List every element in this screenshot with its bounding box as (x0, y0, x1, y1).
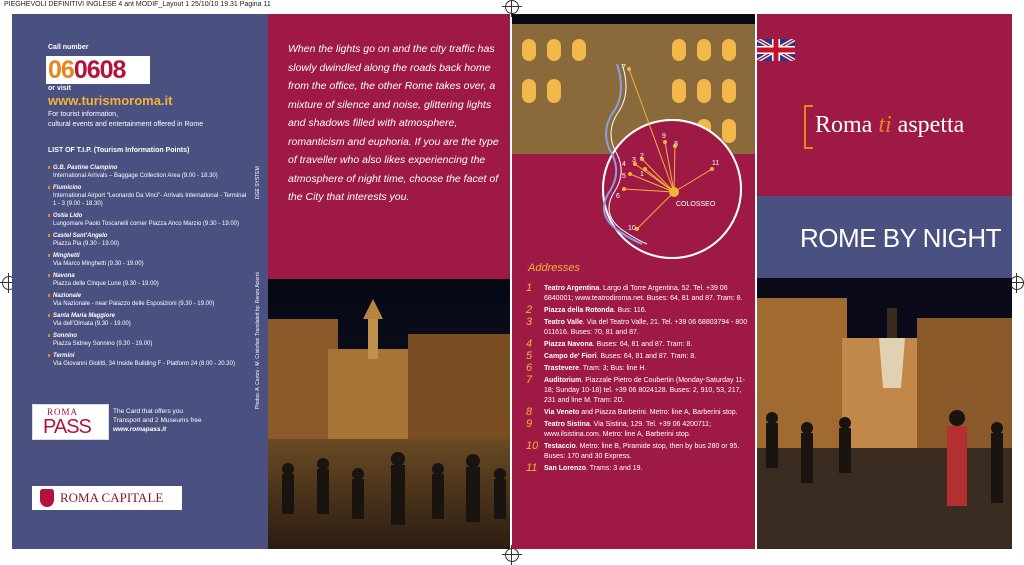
orange-bracket (804, 105, 813, 149)
map-label-colosseo: COLOSSEO (676, 201, 716, 208)
address-number: 1 (526, 282, 533, 294)
address-text: . Piazzale Pietro de Coubertin (Monday-Saturday 11-18; Sunday 10-18) tel. +39 06 8024128. Buses: 2, 910, 53, 217, 231 and line M. Tram: 2D. (544, 377, 746, 404)
intro-text: When the lights go on and the city traffic has slowly dwindled along the roads back home from the office, the other Rome takes over, a mixture of silence and noise, glittering lights and shadows filled with atmosphere, romanticism and euphoria. If you are the type of traveller who also likes experiencing the atmosphere of night time, choose the facet of the City that interests you. (288, 43, 499, 203)
address-item (526, 420, 748, 440)
tip-item-detail: Piazza delle Cinque Lune (9.30 - 19.00) (53, 281, 159, 287)
address-item (526, 318, 748, 338)
address-item (526, 284, 748, 304)
roma-pass-logo: ROMA PASS (32, 404, 109, 440)
credit-photos: Photos: A. Caroni - M. Cristofani (255, 337, 261, 409)
piazza-navona-night-photo (268, 279, 510, 549)
roma-pass-text: The Card that offers you Transport and 2 Museums free www.romapass.it (113, 407, 243, 434)
address-name: Via Veneto (544, 409, 580, 416)
tip-item (48, 252, 248, 268)
address-number: 9 (526, 418, 533, 430)
tip-item-detail: Piazza Pia (9.30 - 19.00) (53, 241, 120, 247)
rome-map (512, 14, 755, 264)
address-text: . Buses: 64, 81 and 87. Tram: 8. (592, 341, 693, 348)
tip-item (48, 184, 248, 208)
map-label-2: 2 (640, 153, 644, 160)
map-label-3: 3 (632, 157, 636, 164)
address-name: Trastevere (544, 365, 580, 372)
tip-item (48, 212, 248, 228)
or-visit-label: or visit (48, 85, 71, 92)
address-name: Teatro Argentina (544, 285, 600, 292)
tip-item (48, 292, 248, 308)
address-item (526, 376, 748, 406)
tip-item-name: Fiumicino (53, 185, 82, 191)
map-label-8: 8 (674, 141, 678, 148)
address-number: 2 (526, 304, 533, 316)
tip-item-name: Sonnino (53, 333, 77, 339)
registration-mark-bottom (505, 548, 519, 562)
info-text: For tourist information, cultural events and entertainment offered in Rome (48, 111, 204, 128)
map-label-1: 1 (640, 171, 644, 178)
address-number: 11 (526, 462, 538, 474)
address-text: . Largo di Torre Argentina, 52. Tel. +39 06 6840001; www.teatrodiroma.net. Buses: 64, 81 and 87. Tram: 8. (544, 285, 743, 302)
tip-item (48, 232, 248, 248)
tip-item-detail: International Arrivals – Baggage Collection Area (9.00 - 18.30) (53, 173, 218, 179)
address-name: San Lorenzo (544, 465, 587, 472)
map-label-7: 7 (622, 64, 626, 71)
cover-title-band (757, 196, 1012, 278)
tip-item-name: Termini (53, 353, 75, 359)
address-name: Auditorium (544, 377, 582, 384)
map-label-9: 9 (662, 133, 666, 140)
tip-item-name: G.B. Pastine Ciampino (53, 165, 118, 171)
tip-item (48, 272, 248, 288)
cover-top (757, 14, 1012, 196)
tip-item-detail: Lungomare Paolo Toscanelli corner Piazza Anco Marzio (9.30 - 19.00) (53, 221, 239, 227)
tip-item-name: Nazionale (53, 293, 82, 299)
address-name: Piazza Navona (544, 341, 593, 348)
tip-item-detail: Via Nazionale - near Palazzo delle Esposizioni (9.30 - 19.00) (53, 301, 215, 307)
address-item (526, 306, 748, 316)
tip-list (48, 164, 248, 372)
roma-ti-aspetta: Roma ti aspetta (815, 112, 965, 138)
address-text: . Via Sistina, 129. Tel. +39 06 4200711; www.ilsistina.com. Metro: line A, Barberini stop. (544, 421, 712, 438)
address-name: Teatro Valle (544, 319, 583, 326)
tip-item-name: Ostia Lido (53, 213, 83, 219)
tip-list-heading: LIST OF T.I.P. (Tourism Information Points) (48, 147, 190, 154)
address-name: Testaccio (544, 443, 576, 450)
info-panel (12, 14, 268, 549)
address-number: 7 (526, 374, 533, 386)
map-label-11: 11 (712, 160, 720, 167)
uk-flag-icon (757, 39, 795, 61)
credit-design: DGE SYSTEM (255, 166, 261, 199)
tip-item-name: Minghetti (53, 253, 80, 259)
tip-item-detail: Via Giovanni Giolitti, 34 Inside Building F - Platform 24 (8.00 - 20.30) (53, 361, 235, 367)
roma-capitale-logo: ROMA CAPITALE (32, 486, 182, 510)
tip-item (48, 332, 248, 348)
addresses-list (526, 284, 748, 476)
tip-item (48, 164, 248, 180)
map-label-6: 6 (616, 193, 620, 200)
address-item (526, 442, 748, 462)
roma-shield-icon (40, 489, 54, 507)
address-text: . Trams: 3 and 19. (586, 465, 643, 472)
address-number: 10 (526, 440, 539, 452)
address-number: 4 (526, 338, 533, 350)
address-item (526, 408, 748, 418)
tip-item-detail: Piazza Sidney Sonnino (9.30 - 19.00) (53, 341, 153, 347)
addresses-heading: Addresses (528, 262, 580, 274)
address-text: and Piazza Barberini. Metro: line A, Barberini stop. (579, 409, 738, 416)
call-number-label: Call number (48, 44, 89, 51)
address-item (526, 364, 748, 374)
address-name: Piazza della Rotonda (544, 307, 614, 314)
credit-translation: Translated by: Renzo Acierni (255, 272, 261, 336)
address-text: . Via del Teatro Valle, 21. Tel. +39 06 68803794 - 800 011616. Buses: 70, 81 and 87. (544, 319, 748, 336)
map-label-4: 4 (622, 161, 626, 168)
website-link[interactable]: www.turismoroma.it (48, 93, 173, 108)
campo-de-fiori-night-photo (757, 278, 1012, 549)
address-item (526, 464, 748, 474)
romapass-link[interactable]: www.romapass.it (113, 426, 167, 433)
address-name: Teatro Sistina (544, 421, 590, 428)
phone-number: 060608 (46, 56, 150, 84)
address-text: . Tram: 3; Bus: line H. (579, 365, 647, 372)
tip-item-name: Castel Sant'Angelo (53, 233, 108, 239)
registration-mark-top (505, 0, 519, 14)
tip-item-detail: Via dell'Olmata (9.30 - 19.00) (53, 321, 131, 327)
print-slug: PIEGHEVOLI DEFINITIVI INGLESE 4 ant MODIF_Layout 1 25/10/10 19.31 Pagina 11 (4, 1, 271, 8)
cover-title: ROME BY NIGHT (800, 223, 1002, 253)
address-text: . Bus: 116. (613, 307, 647, 314)
tip-item-name: Navona (53, 273, 75, 279)
address-text: . Buses: 64, 81 and 87. Tram: 8. (596, 353, 697, 360)
tip-item-detail: International Airport "Leonardo Da Vinci"- Arrivals International - Terminal 1 - 3 (9.00 - 18.30) (53, 193, 247, 207)
address-text: . Metro: line B, Piramide stop, then by bus 280 or 95. Buses: 170 and 30 Express. (544, 443, 740, 460)
tip-item-name: Santa Maria Maggiore (53, 313, 116, 319)
address-number: 8 (526, 406, 533, 418)
registration-mark-right (1010, 276, 1024, 290)
tip-item (48, 352, 248, 368)
address-number: 6 (526, 362, 533, 374)
intro-panel (268, 14, 510, 279)
address-item (526, 340, 748, 350)
address-number: 3 (526, 316, 533, 328)
tip-item-detail: Via Marco Minghetti (9.30 - 19.00) (53, 261, 144, 267)
map-label-5: 5 (622, 173, 626, 180)
tip-item (48, 312, 248, 328)
address-item (526, 352, 748, 362)
address-name: Campo de' Fiori (544, 353, 597, 360)
address-number: 5 (526, 350, 533, 362)
map-label-10: 10 (628, 225, 636, 232)
